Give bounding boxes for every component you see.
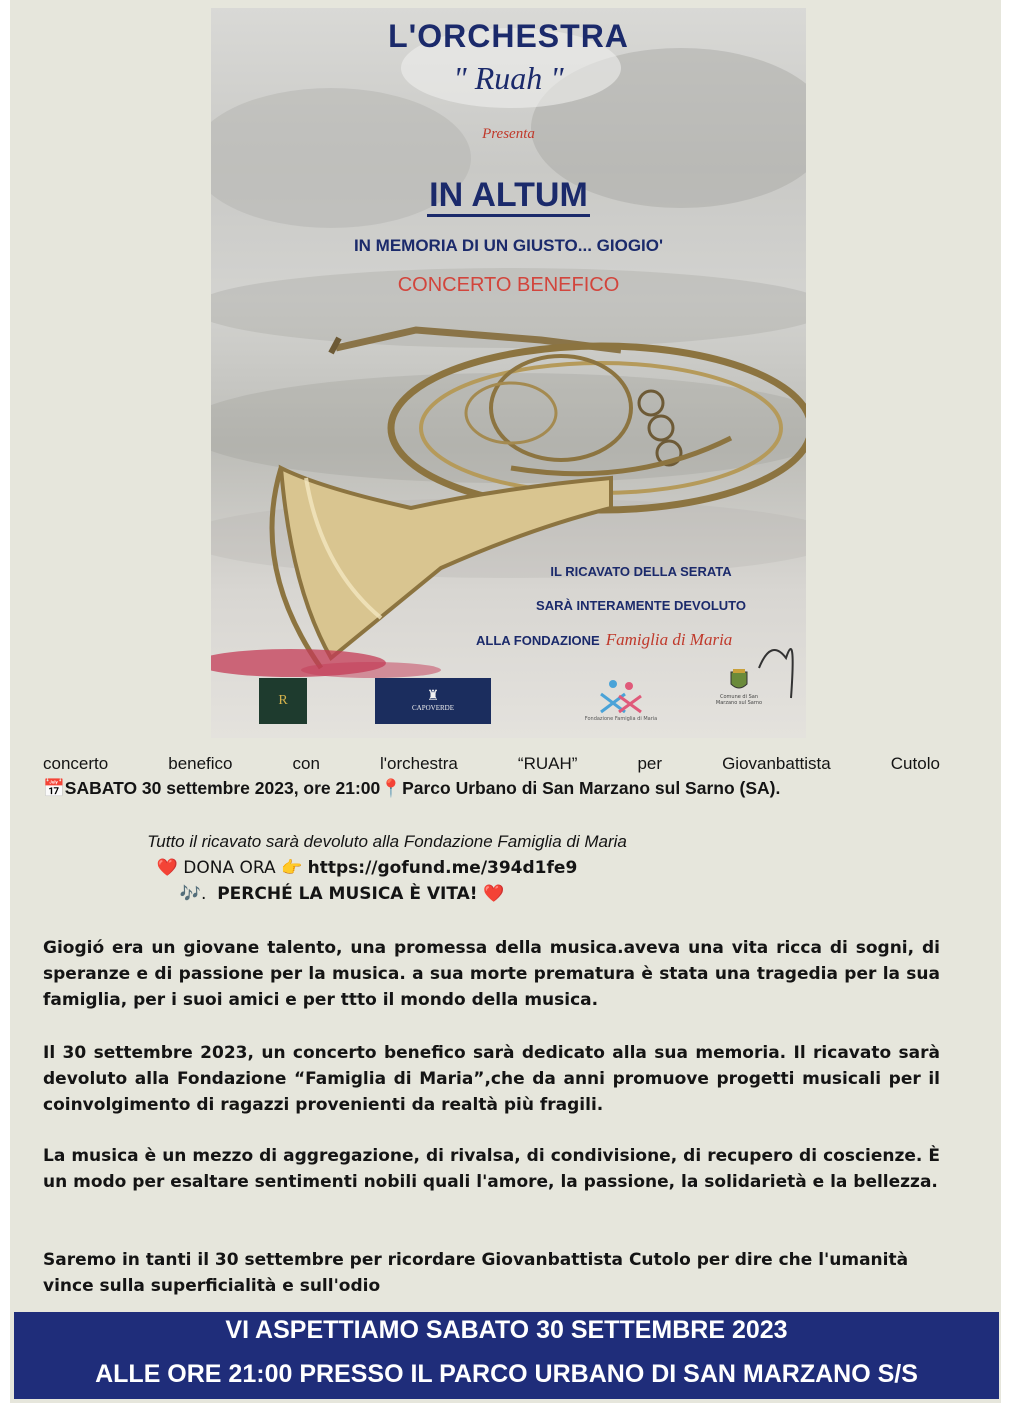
pin-icon: 📍 — [380, 778, 403, 798]
paragraph: Saremo in tanti il 30 settembre per ricordare Giovanbattista Cutolo per dire che l'umanità vince sulla superficialità e sull'odio — [43, 1250, 909, 1296]
fondazione-label: Fondazione Famiglia di Maria — [584, 716, 658, 722]
event-banner — [14, 1312, 999, 1399]
poster-ricavato-3 — [476, 630, 806, 650]
heart-icon: ❤️ — [156, 858, 178, 878]
donation-note: Tutto il ricavato sarà devoluto alla Fondazione Famiglia di Maria — [147, 832, 627, 851]
music-slogan: 🎶. PERCHÉ LA MUSICA È VITA! ❤️ — [179, 884, 505, 904]
intro-word: l'orchestra — [380, 754, 458, 773]
calendar-icon: 📅 — [43, 778, 65, 798]
music-slogan-text: PERCHÉ LA MUSICA È VITA! — [217, 884, 478, 904]
paragraph: Il 30 settembre 2023, un concerto benefico sarà dedicato alla sua memoria. Il ricavato sarà devoluto alla Fondazione “Famiglia di Maria”,che da anni promuove progetti musicali per il coinvolgimento di ragazzi provenienti da realtà più fragili. — [43, 1043, 940, 1115]
comune-logo — [709, 668, 769, 728]
capoverde-label: CAPOVERDE — [411, 704, 454, 712]
poster-ricavato-2: SARÀ INTERAMENTE DEVOLUTO — [536, 598, 746, 613]
pointing-hand-icon: 👉 — [281, 858, 303, 878]
paragraph: Giogió era un giovane talento, una promessa della musica.aveva una vita ricca di sogni, di speranze e di passione per la musica. a sua morte prematura è stata una tragedia per la sua famiglia, per i suoi amici e per ttto il mondo della musica. — [43, 938, 940, 1010]
paragraph: La musica è un mezzo di aggregazione, di rivalsa, di condivisione, di recupero di coscienze. È un modo per esaltare sentimenti nobili quali l'amore, la passione, la solidarietà e la bellezza. — [43, 1146, 940, 1192]
intro-line — [43, 754, 940, 774]
horn-illustration — [211, 8, 806, 738]
intro-word: per — [637, 754, 663, 773]
banner-line-2: ALLE ORE 21:00 PRESSO IL PARCO URBANO DI SAN MARZANO S/S — [95, 1360, 918, 1388]
comune-crest-icon — [709, 668, 769, 694]
heart-icon: ❤️ — [482, 884, 505, 904]
intro-word: concerto — [43, 754, 109, 773]
poster-ricavato-3-text: ALLA FONDAZIONE — [476, 633, 600, 648]
donate-line — [0, 858, 874, 878]
donate-link[interactable]: https://gofund.me/394d1fe9 — [307, 858, 578, 878]
intro-word: “RUAH” — [517, 754, 578, 773]
comune-label: Comune di San Marzano sul Sarno — [715, 694, 763, 706]
fondazione-figures-icon — [561, 676, 681, 716]
intro-word: Giovanbattista — [722, 754, 831, 773]
concert-poster — [211, 8, 806, 738]
date-text: SABATO 30 settembre 2023, ore 21:00 — [64, 778, 381, 798]
poster-famiglia: Famiglia di Maria — [605, 630, 733, 649]
poster-memoria: IN MEMORIA DI UN GIUSTO... GIOGIO' — [353, 236, 664, 255]
poster-ruah: " Ruah " — [453, 60, 564, 96]
donate-label: DONA ORA — [183, 858, 276, 878]
intro-word: Cutolo — [890, 754, 940, 773]
date-line — [43, 778, 940, 799]
poster-title-text: IN ALTUM — [427, 176, 590, 217]
poster-ricavato-1: IL RICAVATO DELLA SERATA — [550, 564, 732, 579]
place-text: Parco Urbano di San Marzano sul Sarno (SA). — [402, 778, 781, 798]
poster-concerto: CONCERTO BENEFICO — [397, 274, 620, 296]
poster-presenta: Presenta — [482, 126, 535, 142]
fondazione-logo — [561, 676, 681, 726]
music-notes-icon: 🎶 — [179, 884, 201, 904]
capoverde-icon: ♜ — [426, 689, 440, 704]
poster-orchestra: L'ORCHESTRA — [388, 18, 629, 54]
poster-title — [211, 176, 806, 215]
intro-word: con — [292, 754, 320, 773]
intro-word: benefico — [168, 754, 233, 773]
ruah-logo: R — [259, 678, 307, 724]
capoverde-logo — [375, 678, 491, 724]
banner-line-1: VI ASPETTIAMO SABATO 30 SETTEMBRE 2023 — [225, 1316, 788, 1344]
